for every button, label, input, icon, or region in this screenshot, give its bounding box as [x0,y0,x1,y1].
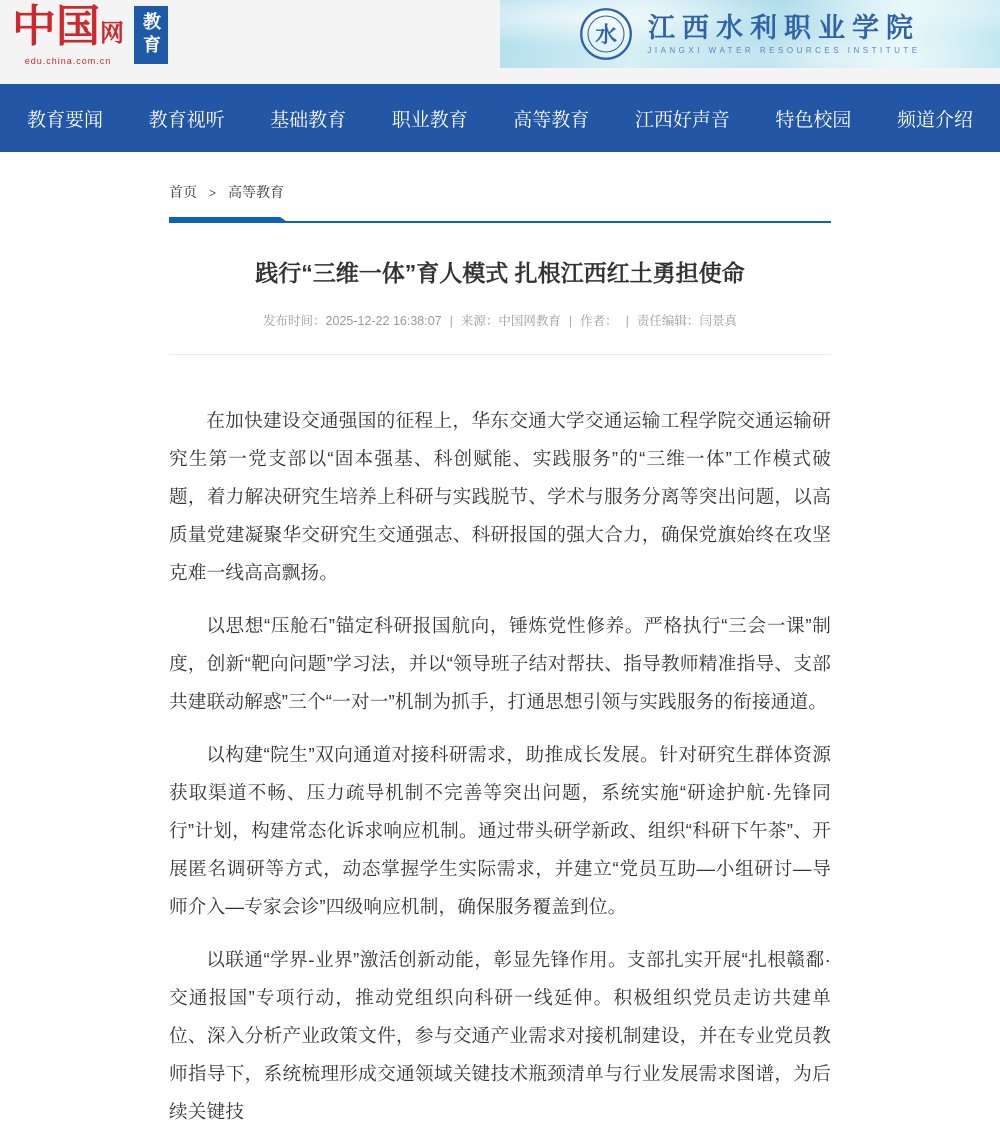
svg-text:水: 水 [595,22,618,48]
editor-label: 责任编辑： [636,314,700,328]
nav-item-jichujiaoyu[interactable]: 基础教育 [270,109,347,131]
china-net-logo-text [12,2,124,62]
article-paragraph: 以思想“压舱石”锚定科研报国航向，锤炼党性修养。严格执行“三会一课”制度，创新“靶向问题”学习法，并以“领导班子结对帮扶、指导教师精准指导、支部共建联动解惑”三个“一对一”机制为抓手，打通思想引领与实践服务的衔接通道。 [169,615,831,712]
breadcrumb-current-link[interactable]: 高等教育 [228,184,285,200]
article-body [169,402,831,1131]
nav-item-jiangxihaoshengyin[interactable]: 江西好声音 [634,109,730,131]
section-divider [169,217,831,223]
publish-time-value: 2025-12-22 16:38:07 [325,314,442,328]
logo-text-net: 网 [100,21,124,47]
meta-divider-line [169,354,831,355]
edu-channel-badge[interactable]: 教育 [134,6,168,64]
nav-item-jiaoyushiting[interactable]: 教育视听 [148,109,225,131]
publish-time-label: 发布时间： [263,314,326,328]
logo-text-main: 中国 [12,2,100,51]
nav-item-zhiyejiaoyu[interactable]: 职业教育 [391,109,468,131]
site-header [0,0,1000,84]
article-paragraph: 以联通“学界-业界”激活创新动能，彰显先锋作用。支部扎实开展“扎根赣鄱·交通报国”专项行动，推动党组织向科研一线延伸。积极组织党员走访共建单位、深入分析产业政策文件，参与交通产业需求对接机制建设，并在专业党员教师指导下，系统梳理形成交通领域关键技术瓶颈清单与行业发展需求图谱，为后续关键技 [169,949,831,1122]
article-title: 践行“三维一体”育人模式 扎根江西红土勇担使命 [255,260,745,286]
nav-item-jiaoyuyaowen[interactable]: 教育要闻 [27,109,104,131]
breadcrumb-home-link[interactable]: 首页 [169,184,197,200]
nav-item-tesexiaoyuan[interactable]: 特色校园 [775,109,852,131]
school-banner[interactable] [500,0,1000,68]
school-name: 江西水利职业学院 [647,13,920,43]
source-value: 中国网教育 [498,314,561,328]
article-paragraph: 在加快建设交通强国的征程上，华东交通大学交通运输工程学院交通运输研究生第一党支部以“固本强基、科创赋能、实践服务”的“三维一体”工作模式破题，着力解决研究生培养上科研与实践脱节、学术与服务分离等突出问题，以高质量党建凝聚华交研究生交通强志、科研报国的强大合力，确保党旗始终在攻坚克难一线高高飘扬。 [169,410,831,583]
article-paragraph: 以构建“院生”双向通道对接科研需求，助推成长发展。针对研究生群体资源获取渠道不畅、压力疏导机制不完善等突出问题，系统实施“研途护航·先锋同行”计划，构建常态化诉求响应机制。通过带头研学新政、组织“科研下午茶”、开展匿名调研等方式，动态掌握学生实际需求，并建立“党员互助—小组研讨—导师介入—专家会诊”四级响应机制，确保服务覆盖到位。 [169,744,831,917]
nav-item-pindaojieshao[interactable]: 频道介绍 [896,109,973,131]
breadcrumb-separator: > [209,186,217,200]
school-name-en: JIANGXI WATER RESOURCES INSTITUTE [647,46,921,55]
meta-separator: | [625,314,629,328]
breadcrumb [169,152,831,202]
article-meta [169,311,831,329]
main-nav [0,84,1000,152]
meta-separator: | [568,314,573,328]
editor-value: 闫景真 [699,314,737,328]
author-label: 作者： [580,314,618,328]
meta-separator: | [449,314,453,328]
nav-item-gaodengjiaoyu[interactable]: 高等教育 [513,109,590,131]
content-column [169,152,831,1131]
china-net-logo[interactable] [12,2,168,66]
source-label: 来源： [460,314,499,328]
logo-url-text: edu.china.com.cn [24,56,112,66]
school-seal-icon [579,7,633,61]
divider-thick-bar [169,217,289,223]
